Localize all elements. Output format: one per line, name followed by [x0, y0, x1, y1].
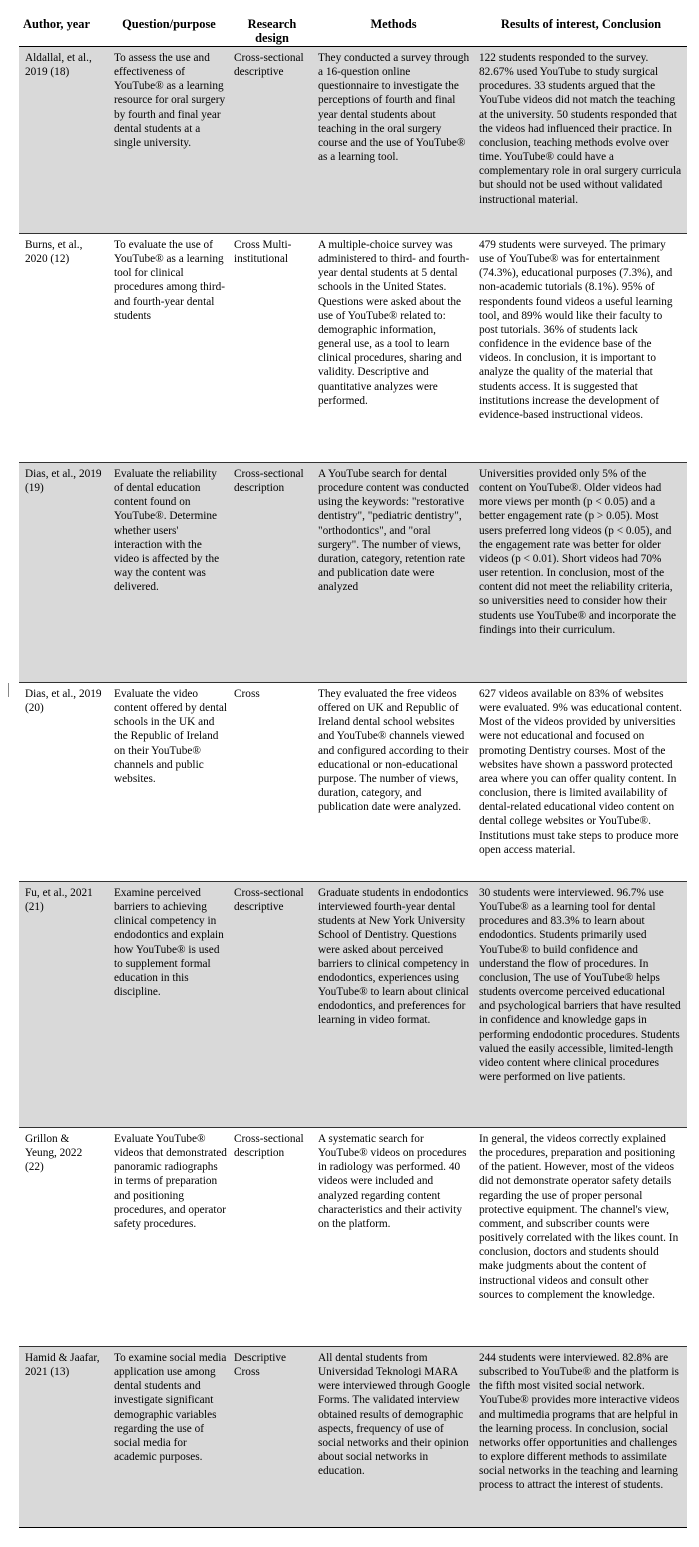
cell-author-year: Grillon & Yeung, 2022 (22) [19, 1128, 106, 1347]
cell-purpose: Evaluate YouTube® videos that demonstrated panoramic radiographs in terms of preparation and positioning procedures, and operator safety procedures. [106, 1128, 232, 1347]
cell-author-year: Dias, et al., 2019 (20) [19, 683, 106, 882]
header-author-year: Author, year [19, 12, 106, 47]
cell-methods: A YouTube search for dental procedure content was conducted using the keywords: "restorative dentistry", "pediatric dentistry", "orthodontics", and "oral surgery". The number of views, duration, category, retention rate and publication date were analyzed [312, 463, 475, 683]
cell-methods: Graduate students in endodontics interviewed fourth-year dental students at New York University School of Dentistry. Questions were asked about perceived barriers to clinical competency in endodontics, experiences using YouTube® to learn about clinical endodontics, and preferences for learning in video format. [312, 882, 475, 1128]
cell-results: 244 students were interviewed. 82.8% are subscribed to YouTube® and the platform is the fifth most visited social network. YouTube® provides more interactive videos and multimedia programs that are helpful in the learning process. In conclusion, social networks offer opportunities and challenges to explore different methods to assimilate social networks in the teaching and learning process to attract the interest of students. [475, 1347, 687, 1528]
header-results-conclusion: Results of interest, Conclusion [475, 12, 687, 47]
cell-design: Cross-sectional descriptive [232, 882, 312, 1128]
cell-author-year: Hamid & Jaafar, 2021 (13) [19, 1347, 106, 1528]
cell-purpose: To evaluate the use of YouTube® as a learning tool for clinical procedures among third- and fourth-year dental students [106, 234, 232, 463]
table-row [19, 882, 687, 1128]
cell-author-year: Fu, et al., 2021 (21) [19, 882, 106, 1128]
cell-purpose: To examine social media application use among dental students and investigate significant demographic variables regarding the use of social media for academic purposes. [106, 1347, 232, 1528]
table-row [19, 234, 687, 463]
cell-purpose: To assess the use and effectiveness of YouTube® as a learning resource for oral surgery by fourth and final year dental students at a single university. [106, 47, 232, 234]
table-row [19, 1128, 687, 1347]
table-row [19, 463, 687, 683]
review-table [19, 12, 687, 1528]
cell-results: 122 students responded to the survey. 82.67% used YouTube to study surgical procedures. 33 students argued that the YouTube videos did not match the teaching at the university. 50 students responded that the videos had influenced their practice. In conclusion, teaching methods evolve over time. YouTube® could have a complementary role in oral surgery curricula but should not be used without validated instructional material. [475, 47, 687, 234]
table-row [19, 47, 687, 234]
header-research-design: Research design [232, 12, 312, 47]
cell-results: Universities provided only 5% of the content on YouTube®. Older videos had more views per month (p < 0.05) and a better engagement rate (p > 0.05). Most users preferred long videos (p < 0.05), and the engagement rate was better for older videos (p < 0.01). Short videos had 70% user retention. In conclusion, most of the content did not meet the reliability criteria, so universities need to consider how their students use YouTube® and incorporate the findings into their curriculum. [475, 463, 687, 683]
cell-design: Cross-sectional description [232, 1128, 312, 1347]
cell-design: Descriptive Cross [232, 1347, 312, 1528]
cell-results: 479 students were surveyed. The primary use of YouTube® was for entertainment (74.3%), educational purposes (7.3%), and non-academic tutorials (8.1%). 95% of respondents found videos a useful learning tool, and 89% would like their faculty to post tutorials. 36% of students lack confidence in the evidence base of the videos. In conclusion, it is important to analyze the quality of the material that students access. It is suggested that institutions increase the development of evidence-based instructional videos. [475, 234, 687, 463]
cell-methods: They evaluated the free videos offered on UK and Republic of Ireland dental school websites and YouTube® channels viewed and configured according to their educational or non-educational purpose. The number of views, duration, category, and publication date were analyzed. [312, 683, 475, 882]
cell-author-year: Aldallal, et al., 2019 (18) [19, 47, 106, 234]
header-question-purpose: Question/purpose [106, 12, 232, 47]
table-header-row [19, 12, 687, 47]
cell-author-year: Burns, et al., 2020 (12) [19, 234, 106, 463]
cell-purpose: Evaluate the reliability of dental education content found on YouTube®. Determine whether users' interaction with the video is affected by the way the content was delivered. [106, 463, 232, 683]
header-methods: Methods [312, 12, 475, 47]
margin-mark [8, 683, 9, 697]
cell-design: Cross-sectional description [232, 463, 312, 683]
cell-methods: A systematic search for YouTube® videos on procedures in radiology was performed. 40 videos were included and analyzed regarding content characteristics and their activity on the platform. [312, 1128, 475, 1347]
cell-results: 30 students were interviewed. 96.7% use YouTube® as a learning tool for dental procedures and 83.3% to learn about endodontics. Students primarily used YouTube® to build confidence and understand the flow of procedures. In conclusion, The use of YouTube® helps students overcome perceived educational and psychological barriers that have resulted in confidence and knowledge gaps in performing endodontic procedures. Students valued the easily accessible, limited-length video content where clinical procedures were performed on live patients. [475, 882, 687, 1128]
cell-design: Cross Multi-institutional [232, 234, 312, 463]
cell-purpose: Examine perceived barriers to achieving clinical competency in endodontics and explain how YouTube® is used to supplement formal education in this discipline. [106, 882, 232, 1128]
cell-methods: A multiple-choice survey was administered to third- and fourth-year dental students at 5 dental schools in the United States. Questions were asked about the use of YouTube® related to: demographic information, general use, as a tool to learn clinical procedures, sharing and validity. Descriptive and quantitative analyzes were performed. [312, 234, 475, 463]
cell-design: Cross-sectional descriptive [232, 47, 312, 234]
table-row [19, 683, 687, 882]
cell-purpose: Evaluate the video content offered by dental schools in the UK and the Republic of Ireland on their YouTube® channels and public websites. [106, 683, 232, 882]
cell-author-year: Dias, et al., 2019 (19) [19, 463, 106, 683]
cell-results: In general, the videos correctly explained the procedures, preparation and positioning of the patient. However, most of the videos did not demonstrate operator safety details regarding the use of proper personal protective equipment. The channel's view, comment, and subscriber counts were positively correlated with the likes count. In conclusion, doctors and students should make judgments about the content of instructional videos and consult other sources to complement the knowledge. [475, 1128, 687, 1347]
table-row [19, 1347, 687, 1528]
cell-methods: All dental students from Universidad Teknologi MARA were interviewed through Google Forms. The validated interview obtained results of demographic aspects, frequency of use of social networks and their opinion about social networks in education. [312, 1347, 475, 1528]
cell-results: 627 videos available on 83% of websites were evaluated. 9% was educational content. Most of the videos provided by universities were not educational and focused on promoting Dentistry courses. Most of the websites have shown a password protected area where you can offer quality content. In conclusion, there is limited availability of dental-related educational video content on dental college websites or YouTube®. Institutions must take steps to produce more open access material. [475, 683, 687, 882]
cell-methods: They conducted a survey through a 16-question online questionnaire to investigate the perceptions of fourth and final year dental students about teaching in the oral surgery course and the use of YouTube® as a learning tool. [312, 47, 475, 234]
cell-design: Cross [232, 683, 312, 882]
